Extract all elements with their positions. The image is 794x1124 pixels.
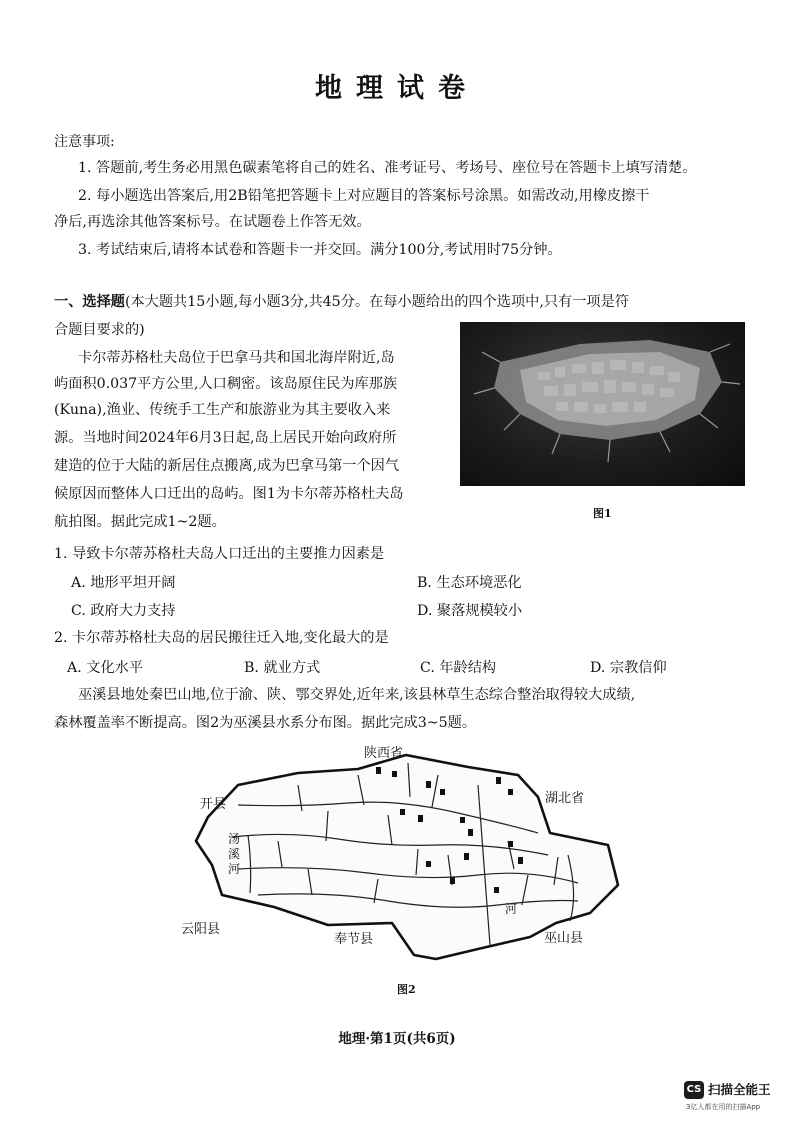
map-label-wushan: 巫山县 <box>544 931 584 946</box>
question-2-stem: 2. 卡尔蒂苏格杜夫岛的居民搬往迁入地,变化最大的是 <box>54 630 389 646</box>
notice-heading: 注意事项: <box>54 134 115 150</box>
notice-item-3: 3. 考试结束后,请将本试卷和答题卡一并交回。满分100分,考试用时75分钟。 <box>78 242 562 258</box>
section-description: (本大题共15小题,每小题3分,共45分。在每小题给出的四个选项中,只有一项是符 <box>124 294 629 310</box>
question-1-option-b: B. 生态环境恶化 <box>417 575 522 591</box>
figure2-caption: 图2 <box>397 983 416 996</box>
passage1-line-5: 建造的位于大陆的新居住点搬离,成为巴拿马第一个因气 <box>54 458 400 474</box>
notice-item-2-line-2: 净后,再选涂其他答案标号。在试题卷上作答无效。 <box>54 214 371 230</box>
map-label-river-right: 河 <box>505 902 518 916</box>
notice-item-1: 1. 答题前,考生务必用黑色碳素笔将自己的姓名、准考证号、考场号、座位号在答题卡上填写清楚。 <box>78 160 697 176</box>
map-label-kaixian: 开县 <box>200 797 227 812</box>
scanner-app-name: 扫描全能王 <box>708 1082 771 1097</box>
question-1-option-c: C. 政府大力支持 <box>71 603 176 619</box>
section-description-line-2: 合题目要求的) <box>54 322 145 338</box>
section-label: 一、选择题 <box>54 294 125 310</box>
question-2-option-a: A. 文化水平 <box>67 660 144 676</box>
map-label-fengjie: 奉节县 <box>334 932 374 947</box>
question-2-option-d: D. 宗教信仰 <box>590 660 667 676</box>
section-heading <box>54 292 629 312</box>
page-title: 地理试卷 <box>315 73 479 104</box>
figure1-caption: 图1 <box>593 507 612 520</box>
question-1-stem: 1. 导致卡尔蒂苏格杜夫岛人口迁出的主要推力因素是 <box>54 546 385 562</box>
passage1-line-4: 源。当地时间2024年6月3日起,岛上居民开始向政府所 <box>54 430 397 446</box>
map-label-hubei: 湖北省 <box>545 791 585 806</box>
scanner-app-tagline: 3亿人都在用的扫描App <box>686 1103 761 1111</box>
map-label-shaanxi: 陕西省 <box>364 746 404 761</box>
question-1-option-d: D. 聚落规模较小 <box>417 603 523 619</box>
map-label-yunyang: 云阳县 <box>181 922 221 937</box>
map-label-river-left: 汤溪河 <box>228 832 241 876</box>
passage2-line-2: 森林覆盖率不断提高。图2为巫溪县水系分布图。据此完成3~5题。 <box>54 715 477 731</box>
page-footer: 地理·第1页(共6页) <box>338 1031 456 1047</box>
scanner-app-logo-icon: CS <box>684 1081 704 1099</box>
passage1-line-2: 屿面积0.037平方公里,人口稠密。该岛原住民为库那族 <box>54 376 398 392</box>
island-aerial-photo <box>460 322 745 486</box>
question-2-option-b: B. 就业方式 <box>244 660 321 676</box>
passage1-line-3: (Kuna),渔业、传统手工生产和旅游业为其主要收入来 <box>54 402 391 418</box>
passage1-line-7: 航拍图。据此完成1~2题。 <box>54 514 226 530</box>
question-2-option-c: C. 年龄结构 <box>420 660 497 676</box>
passage1-line-6: 候原因而整体人口迁出的岛屿。图1为卡尔蒂苏格杜夫岛 <box>54 486 404 502</box>
question-1-option-a: A. 地形平坦开阔 <box>71 575 176 591</box>
notice-item-2-line-1: 2. 每小题选出答案后,用2B铅笔把答题卡上对应题目的答案标号涂黑。如需改动,用橡皮擦干 <box>78 188 650 204</box>
passage2-line-1: 巫溪县地处秦巴山地,位于渝、陕、鄂交界处,近年来,该县林草生态综合整治取得较大成绩, <box>78 687 636 703</box>
passage1-line-1: 卡尔蒂苏格杜夫岛位于巴拿马共和国北海岸附近,岛 <box>78 350 395 366</box>
